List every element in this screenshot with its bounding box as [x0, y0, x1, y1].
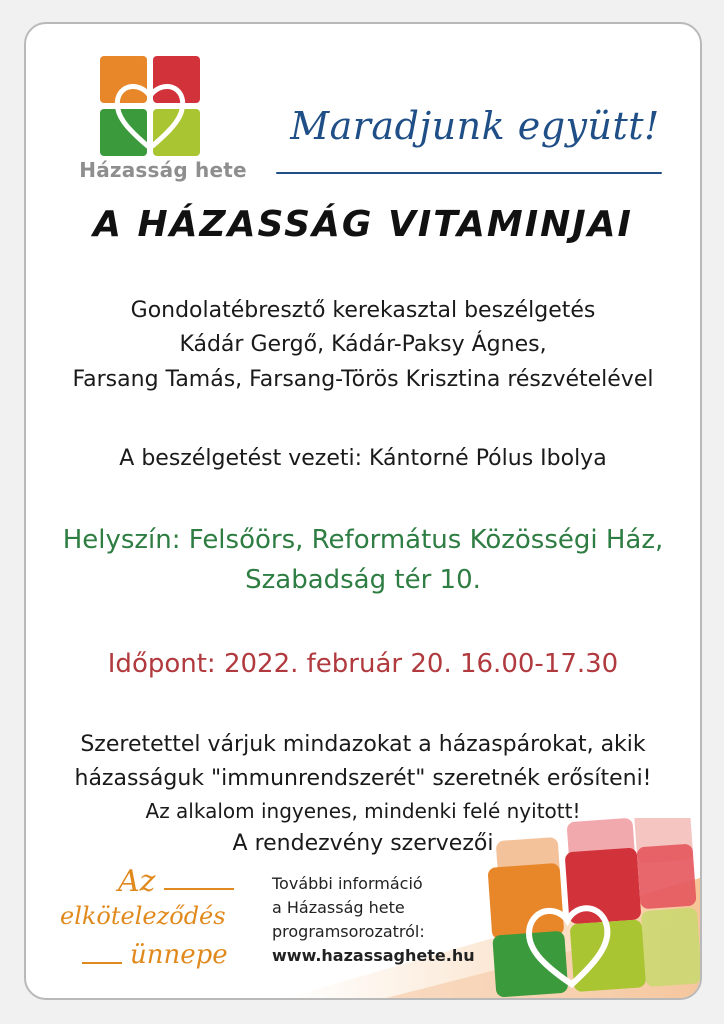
intro-line-1: Gondolatébresztő kerekasztal beszélgetés: [130, 298, 596, 323]
footer-logo-dash-2: [82, 962, 122, 964]
footer-logo-line-2: elköteleződés: [60, 902, 226, 930]
time-line: Időpont: 2022. február 20. 16.00-17.30: [107, 649, 619, 679]
invitation-line-1: Szeretettel várjuk mindazokat a házaspárokat, akik: [80, 732, 646, 757]
moderator-line: A beszélgetést vezeti: Kántorné Pólus Ibolya: [119, 446, 607, 471]
invitation-line-3: Az alkalom ingyenes, mindenki felé nyitott!: [145, 799, 581, 823]
footer-info-line-1: További információ: [272, 874, 423, 893]
website-link[interactable]: www.hazassaghete.hu: [272, 946, 475, 965]
footer-logo-line-1: Az: [118, 864, 156, 899]
footer-info-line-3: programsorozatról:: [272, 922, 425, 941]
motto-underline: [276, 172, 662, 174]
location-line-2: Szabadság tér 10.: [245, 565, 481, 595]
flyer-card: [24, 22, 702, 1000]
footer-logo-dash-1: [164, 888, 234, 890]
footer-logo: [60, 862, 250, 978]
footer-logo-line-3: ünnepe: [130, 940, 228, 970]
location-line-1: Helyszín: Felsőörs, Református Közösségi Ház,: [62, 525, 664, 555]
footer-info: [272, 872, 512, 968]
invitation-line-2: házasságuk "immunrendszerét" szeretnék erősíteni!: [74, 766, 652, 791]
invitation-line-4: A rendezvény szervezői: [232, 831, 494, 856]
intro-line-3: Farsang Tamás, Farsang-Törös Krisztina részvételével: [72, 367, 654, 392]
logo-caption: Házasság hete: [79, 158, 247, 182]
footer-info-line-2: a Házasság hete: [272, 898, 405, 917]
heart-squares-logo-icon: [100, 56, 200, 156]
page-title: A HÁZASSÁG VITAMINJAI: [93, 204, 633, 245]
motto-heading: Maradjunk együtt!: [290, 104, 660, 148]
intro-line-2: Kádár Gergő, Kádár-Paksy Ágnes,: [179, 332, 547, 357]
